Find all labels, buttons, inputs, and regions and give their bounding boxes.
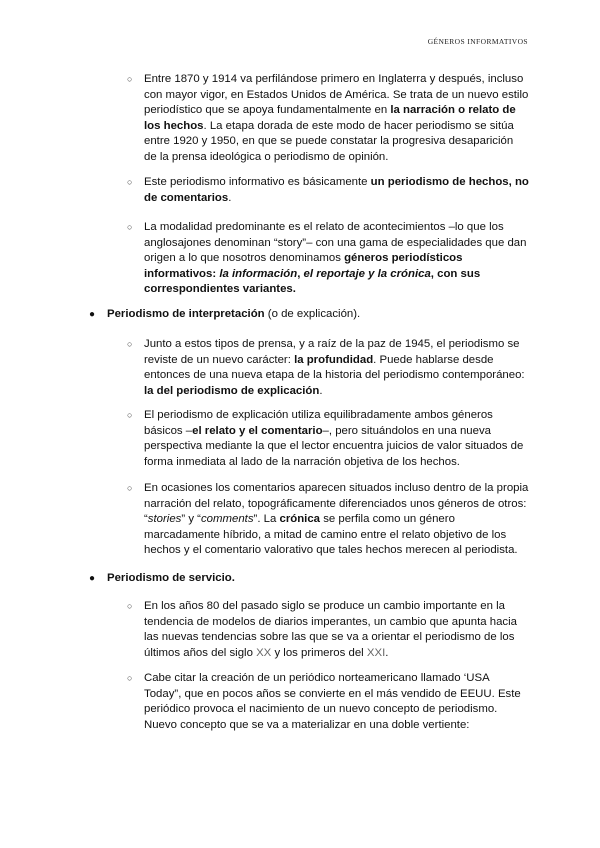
circle-bullet-icon: ○ — [127, 601, 133, 611]
circle-bullet-icon: ○ — [127, 483, 133, 493]
dot-bullet-icon: ● — [89, 309, 96, 320]
circle-bullet-icon: ○ — [127, 74, 133, 84]
list-item: ○ En ocasiones los comentarios aparecen situados incluso dentro de la propia narración del relato, topográficamente diferenciados unos géneros de otros: “stories” y “comments”. La crónica se perfila como un género marcadamente híbrido, a mitad de camino entre el relato objetivo de los hechos y el comentario valorativo que tales hechos merecen al periodista. — [127, 482, 529, 557]
circle-bullet-icon: ○ — [127, 222, 133, 232]
circle-bullet-icon: ○ — [127, 673, 133, 683]
list-item: ○ Junto a estos tipos de prensa, y a raíz de la paz de 1945, el periodismo se reviste de un nuevo carácter: la profundidad. Puede hablarse desde entonces de una nueva etapa de la historia del periodismo contemporáneo: la del periodismo de explicación. — [127, 338, 525, 397]
list-item: ○ Cabe citar la creación de un periódico norteamericano llamado ‘USA Today”, que en pocos años se convierte en el más vendido de EEUU. Este periódico provoca el nacimiento de un nuevo concepto de periodismo. Nuevo concepto que se va a materializar en una doble vertiente: — [127, 672, 521, 731]
list-item: ○ Este periodismo informativo es básicamente un periodismo de hechos, no de comentarios. — [127, 176, 529, 204]
running-header: GÉNEROS INFORMATIVOS — [427, 37, 528, 46]
section-heading-servicio: ● Periodismo de servicio. — [107, 571, 527, 587]
list-item: ○ Entre 1870 y 1914 va perfilándose primero en Inglaterra y después, incluso con mayor vigor, en Estados Unidos de América. Se trata de un nuevo estilo periodístico que se apoya fundamentalmente en la narración o relato de los hechos. La etapa dorada de este modo de hacer periodismo se sitúa entre 1920 y 1950, en que se puede constatar la progresiva desaparición de la prensa ideológica o periodismo de opinión. — [127, 73, 529, 163]
circle-bullet-icon: ○ — [127, 177, 133, 187]
list-item: ○ La modalidad predominante es el relato de acontecimientos –lo que los anglosajones denominan “story”– con una gama de especialidades que dan origen a lo que nosotros denominamos géneros periodísticos informativos: la información, el reportaje y la crónica, con sus correspondientes variantes. — [127, 221, 527, 296]
circle-bullet-icon: ○ — [127, 410, 133, 420]
list-item: ○ El periodismo de explicación utiliza equilibradamente ambos géneros básicos –el relato y el comentario–, pero situándolos en una nueva perspectiva mediante la que el lector encuentra juicios de valor situados de forma inmediata al lado de la narración objetiva de los hechos. — [127, 409, 524, 468]
circle-bullet-icon: ○ — [127, 339, 133, 349]
section-heading-interpretacion: ● Periodismo de interpretación (o de explicación). — [107, 307, 527, 323]
dot-bullet-icon: ● — [89, 573, 96, 584]
list-item: ○ En los años 80 del pasado siglo se produce un cambio importante en la tendencia de modelos de diarios imperantes, un cambio que apunta hacia las nuevas tendencias sobre las que se va a orientar el periodismo de los últimos años del siglo XX y los primeros del XXI. — [127, 600, 517, 659]
